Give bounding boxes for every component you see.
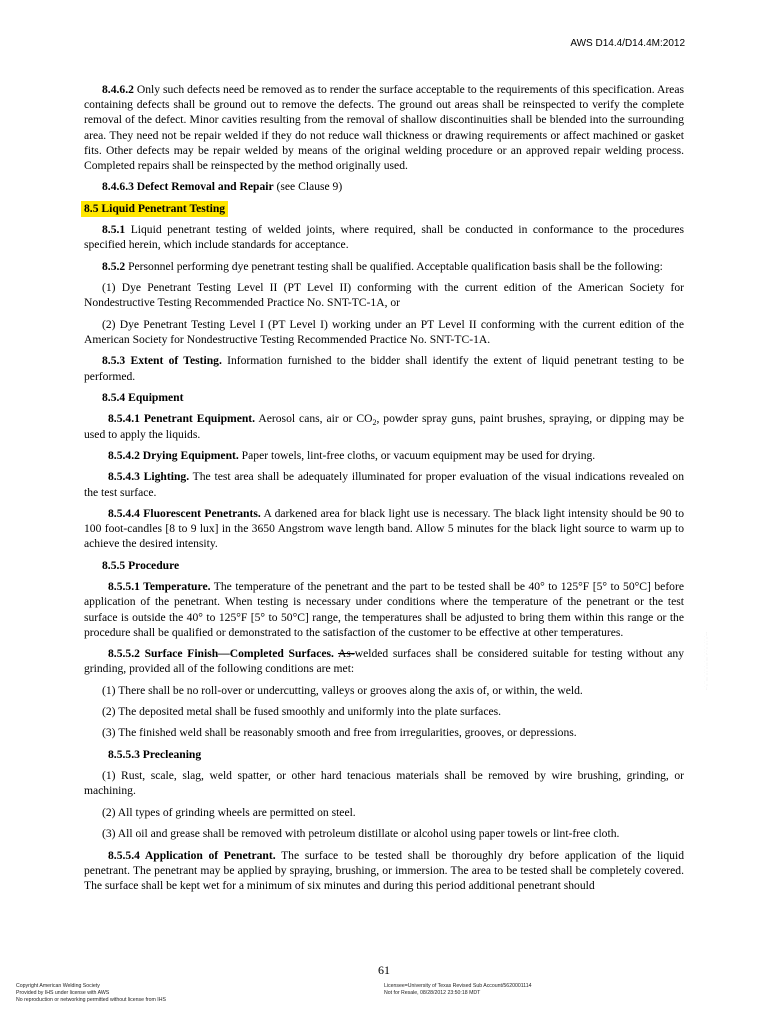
license-footer <box>384 983 532 997</box>
section-number: 8.4.6.3 <box>102 180 134 194</box>
paragraph-text: A darkened area for black light use is necessary. The black light intensity should be 90 to 100 foot-candles [8 to 9 lux] in the 3650 Angstrom wave length band. Allow 5 minutes for the black light source to warm up to achieve the desired intensity. <box>84 506 684 551</box>
highlighted-heading <box>81 201 228 217</box>
list-item: (1) There shall be no roll-over or undercutting, valleys or grooves along the axis of, or within, the weld. <box>102 683 583 697</box>
heading-8-5-5-3 <box>84 747 684 762</box>
section-number: 8.5.5.4 <box>108 848 140 862</box>
section-number: 8.5 <box>84 201 99 215</box>
struck-text: As- <box>337 647 355 661</box>
paragraph-8-5-4-4 <box>84 506 684 552</box>
section-title: Procedure <box>125 558 180 572</box>
section-title: Drying Equipment. <box>139 448 239 462</box>
heading-8-5-5 <box>84 558 684 573</box>
paragraph-8-5-5-2 <box>84 646 684 676</box>
subscript: 2 <box>372 418 377 428</box>
section-number: 8.5.4 <box>102 390 126 404</box>
list-item: (3) The finished weld shall be reasonably smooth and free from irregularities, grooves, or depressions. <box>102 726 577 740</box>
section-number: 8.5.3 <box>102 354 126 368</box>
section-number: 8.5.5 <box>102 558 126 572</box>
section-title: Liquid Penetrant Testing <box>98 201 226 215</box>
section-title: Precleaning <box>139 747 202 761</box>
running-header: AWS D14.4/D14.4M:2012 <box>570 38 685 49</box>
footer-line: Copyright American Welding Society <box>16 983 100 989</box>
list-item: (2) The deposited metal shall be fused smoothly and uniformly into the plate surfaces. <box>102 705 502 719</box>
paragraph-text: The test area shall be adequately illuminated for proper evaluation of the visual indications revealed on the test surface. <box>84 470 684 499</box>
paragraph-text: Aerosol cans, air or CO <box>255 412 373 426</box>
section-number: 8.5.2 <box>102 259 126 273</box>
paragraph-text: (see Clause 9) <box>273 180 343 194</box>
section-title: Fluorescent Penetrants. <box>139 506 261 520</box>
heading-8-5 <box>84 201 684 216</box>
paragraph-8-5-3 <box>84 353 684 383</box>
section-title: Extent of Testing. <box>125 354 222 368</box>
paragraph-text: Only such defects need be removed as to render the surface acceptable to the requirements of this specification. Areas containing defects shall be ground out to remove the defects. The ground out areas shall be reinspected to verify the complete removal of the defect. Minor cavities resulting from the removal of shallow discontinuities shall be blended into the surrounding area. They need not be repair welded if they do not reduce wall thickness or drawing requirements or affect machined or gasket fits. Other defects may be repair welded by means of the original welding procedure or an approved repair welding process. Completed repairs shall be reinspected by the method originally used. <box>84 83 684 173</box>
section-number: 8.5.4.1 <box>108 412 140 426</box>
list-item: (1) Dye Penetrant Testing Level II (PT Level II) conforming with the current edition of the American Society for Nondestructive Testing Recommended Practice No. SNT-TC-1A, or <box>84 281 684 310</box>
paragraph-text: , powder spray guns, paint brushes, spraying, or dipping may be used to apply the liquids. <box>84 412 684 441</box>
section-number: 8.4.6.2 <box>102 83 134 96</box>
section-title: Lighting. <box>139 470 190 484</box>
paragraph-text: Information furnished to the bidder shall identify the extent of liquid penetrant testing to be performed. <box>84 354 684 383</box>
paragraph-8-4-6-3 <box>84 179 684 194</box>
margin-watermark: --`,,``,,,,`,,`,`,,`,,,`,,,,`,-`-`,,`,,`,`,,`--- <box>703 631 708 690</box>
section-title: Application of Penetrant. <box>139 848 276 862</box>
paragraph-text: Liquid penetrant testing of welded joints, where required, shall be conducted in conformance to the procedures specified herein, which include standards for acceptance. <box>84 223 684 252</box>
paragraph-text: The surface to be tested shall be thoroughly dry before application of the liquid penetrant. The penetrant may be applied by spraying, brushing, or immersion. The area to be tested shall be completely covered. The surface shall be kept wet for a minimum of six minutes and during this period additional penetrant should <box>84 848 684 893</box>
paragraph-8-5-4-1 <box>84 411 684 441</box>
paragraph-8-5-4-3 <box>84 469 684 499</box>
list-item: (1) Rust, scale, slag, weld spatter, or other hard tenacious materials shall be removed by wire brushing, grinding, or machining. <box>84 769 684 798</box>
section-number: 8.5.5.1 <box>108 580 140 594</box>
heading-8-5-4 <box>84 390 684 405</box>
section-number: 8.5.5.2 <box>108 647 140 661</box>
list-item: (3) All oil and grease shall be removed with petroleum distillate or alcohol using paper towels or lint-free cloth. <box>102 827 620 841</box>
section-title: Defect Removal and Repair <box>133 180 274 194</box>
paragraph-8-5-5-4 <box>84 848 684 894</box>
footer-line: Not for Resale, 08/28/2012 23:50:18 MDT <box>384 989 481 996</box>
paragraph-text: Personnel performing dye penetrant testing shall be qualified. Acceptable qualification basis shall be the following: <box>125 259 663 273</box>
paragraph-8-5-4-2 <box>84 448 684 463</box>
paragraph-8-5-2 <box>84 259 684 274</box>
paragraph-8-5-1 <box>84 222 684 252</box>
section-number: 8.5.5.3 <box>108 747 140 761</box>
paragraph-text: welded surfaces shall be considered suitable for testing without any grinding, provided all of the following conditions are met: <box>84 647 684 676</box>
footer-line: Licensee=University of Texas Revised Sub Account/5620001114 <box>384 983 532 989</box>
section-title: Penetrant Equipment. <box>139 412 256 426</box>
section-title: Temperature. <box>139 580 211 594</box>
copyright-footer <box>16 983 166 1003</box>
list-item: (2) Dye Penetrant Testing Level I (PT Level I) working under an PT Level II conforming with the current edition of the American Society for Nondestructive Testing Recommended Practice No. SNT-TC-1A. <box>84 317 684 346</box>
footer-line: Provided by IHS under license with AWS <box>16 989 110 996</box>
section-number: 8.5.4.3 <box>108 470 140 484</box>
section-title: Equipment <box>125 390 184 404</box>
section-number: 8.5.4.2 <box>108 448 140 462</box>
list-item: (2) All types of grinding wheels are permitted on steel. <box>102 805 356 819</box>
page-body <box>84 82 684 899</box>
paragraph-8-4-6-2 <box>84 82 684 173</box>
section-number: 8.5.1 <box>102 223 126 237</box>
section-number: 8.5.4.4 <box>108 506 140 520</box>
paragraph-8-5-5-1 <box>84 579 684 640</box>
section-title: Surface Finish—Completed Surfaces. <box>139 647 334 661</box>
paragraph-text: The temperature of the penetrant and the part to be tested shall be 40° to 125°F [5° to 50°C] before application of the penetrant. When testing is necessary under conditions where the temperature of the penetrant or the test surface is outside the 40° to 125°F [5° to 50°C] range, the temperatures shall be adjusted to bring them within this range or the procedure shall be qualified or demonstrated to the satisfaction of the customer to be effective at other temperatures. <box>84 580 684 639</box>
page-number: 61 <box>378 963 390 977</box>
paragraph-text: Paper towels, lint-free cloths, or vacuum equipment may be used for drying. <box>238 448 596 462</box>
footer-line: No reproduction or networking permitted without license from IHS <box>16 996 166 1003</box>
